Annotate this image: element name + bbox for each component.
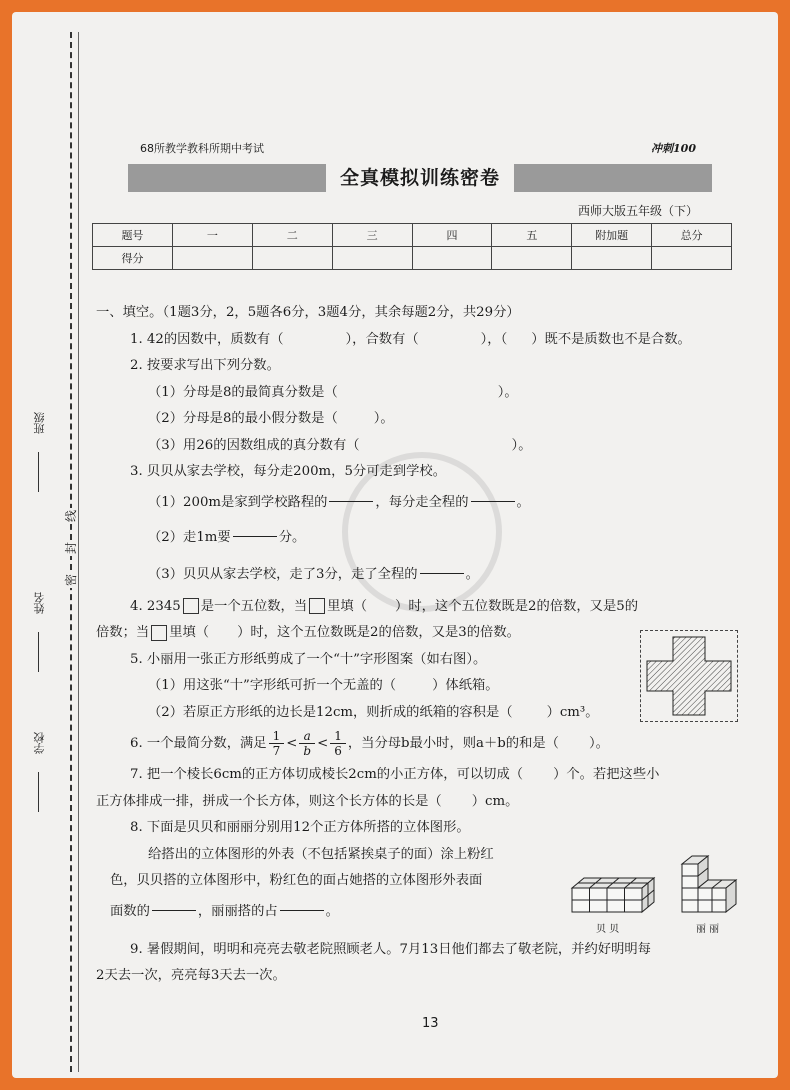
score-input-cell[interactable] [652, 247, 732, 270]
score-cell: 四 [412, 224, 492, 247]
brand-name: 冲刺100 [651, 142, 696, 155]
q1-text: 1. 42的因数中，质数有（ [130, 331, 284, 347]
q4-text: ）时，这个五位数既是2的倍数，又是3的倍数。 [237, 625, 520, 640]
page-title: 全真模拟训练密卷 [326, 164, 514, 192]
q8-text: ，丽丽搭的占 [197, 903, 278, 919]
q5b-text: ）cm³。 [546, 704, 599, 720]
cube-blocks-svg [568, 850, 758, 920]
q1-text: ）既不是质数也不是合数。 [531, 331, 691, 347]
question-9-line2: 2天去一次，亮亮每3天去一次。 [96, 968, 286, 983]
q8-fraction-blank-beibei[interactable] [152, 897, 196, 925]
header-top [130, 140, 710, 160]
q6-fraction-a-b: $\frac{a}{b}$ [299, 729, 315, 758]
q8-fraction-blank-lili[interactable] [280, 897, 324, 925]
question-2-stem: 2. 按要求写出下列分数。 [130, 358, 280, 373]
class-rule [38, 452, 39, 492]
q4-digit-box [309, 598, 325, 614]
q2a-text: （1）分母是8的最简真分数是（ [148, 384, 338, 400]
q7-text: 正方体排成一排，拼成一个长方体，则这个长方体的长是（ [96, 793, 442, 809]
section-1-heading: 一、填空。 [96, 305, 163, 320]
q3a-fraction-blank[interactable] [329, 488, 373, 516]
score-input-cell[interactable] [172, 247, 252, 270]
exam-page [12, 12, 778, 1078]
q3b-text: 分。 [278, 529, 306, 545]
question-7-line1 [96, 762, 756, 789]
class-label: 班级 [33, 412, 46, 434]
score-cell: 总分 [652, 224, 732, 247]
q4-text: 是一个五位数，当 [200, 598, 308, 614]
q8-text: 。 [325, 903, 339, 919]
question-8-line2: 给搭出的立体图形的外表（不包括紧挨桌子的面）涂上粉红 [148, 846, 494, 862]
seal-char-secret: 密 [64, 574, 78, 587]
school-label: 学校 [33, 732, 46, 754]
q1-text: ），（ [480, 331, 508, 347]
q6-text: ，当分母b最小时，则a＋b的和是（ [347, 736, 559, 751]
question-3b [96, 520, 756, 556]
q3b-fraction-blank[interactable] [233, 523, 277, 551]
q3a-text: ，每分走全程的 [375, 494, 469, 510]
score-row-label: 得分 [93, 247, 173, 270]
score-cell: 五 [492, 224, 572, 247]
question-1 [96, 327, 756, 354]
cube-blocks-figure [568, 850, 758, 936]
score-cell: 附加题 [572, 224, 652, 247]
score-input-cell[interactable] [252, 247, 332, 270]
binding-solid-line [78, 32, 79, 1072]
question-2c [96, 433, 756, 460]
q3c-fraction-blank[interactable] [420, 560, 464, 588]
q2c-text: （3）用26的因数组成的真分数有（ [148, 437, 360, 453]
q4-digit-box [183, 598, 199, 614]
question-4-line1 [96, 594, 756, 621]
school-rule [38, 772, 39, 812]
q3a-fraction-blank-2[interactable] [471, 488, 515, 516]
section-1-heading-line [96, 300, 756, 327]
q5a-text: （1）用这张“十”字形纸可折一个无盖的（ [148, 678, 397, 693]
seal-char-seal: 封 [64, 542, 78, 555]
q3c-text: 。 [465, 566, 479, 582]
question-7-line2 [96, 789, 756, 816]
q4-text: 倍数；当 [96, 625, 150, 640]
lili-label: 丽 丽 [696, 924, 720, 935]
q7-text: 7. 把一个棱长6cm的正方体切成棱长2cm的小正方体，可以切成（ [130, 767, 524, 782]
question-8-line3: 色，贝贝搭的立体图形中，粉红色的面占她搭的立体图形外表面 [110, 873, 483, 888]
q4-text: 4. 2345 [130, 598, 181, 614]
score-cell: 三 [332, 224, 412, 247]
question-3-stem: 3. 贝贝从家去学校，每分走200m，5分可走到学校。 [130, 464, 447, 479]
score-cell: 一 [172, 224, 252, 247]
q4-text: ）时，这个五位数既是2的倍数，又是5的 [395, 598, 638, 614]
q7-text: ）个。若把这些小 [553, 767, 660, 782]
q4-text: 里填（ [327, 598, 368, 614]
q3a-text: 。 [516, 494, 530, 510]
score-table-score-row [93, 247, 732, 270]
question-5-stem: 5. 小丽用一张正方形纸剪成了一个“十”字形图案（如右图）。 [130, 651, 487, 667]
section-1-points: （1题3分，2，5题各6分，3题4分，其余每题2分，共29分） [162, 305, 520, 320]
q6-fraction-1-7: $\frac{1}{7}$ [269, 729, 285, 758]
q3c-text: （3）贝贝从家去学校，走了3分，走了全程的 [148, 566, 418, 582]
score-input-cell[interactable] [572, 247, 652, 270]
edition-label: 西师大版五年级（下） [577, 204, 698, 218]
beibei-label: 贝 贝 [596, 924, 620, 935]
question-8-stem: 8. 下面是贝贝和丽丽分别用12个正方体所搭的立体图形。 [130, 820, 470, 835]
q3b-text: （2）走1m要 [148, 529, 231, 545]
name-label: 姓名 [33, 592, 46, 614]
q2b-text: （2）分母是8的最小假分数是（ [148, 411, 338, 426]
series-name: 68所教学教科所期中考试 [140, 142, 264, 155]
score-cell: 题号 [93, 224, 173, 247]
question-2b [96, 406, 756, 433]
beibei-blocks [572, 878, 654, 912]
page-number: 13 [422, 1016, 439, 1031]
q6-lt: < [317, 736, 329, 751]
q3a-text: （1）200m是家到学校路程的 [148, 494, 328, 510]
q1-text: ），合数有（ [345, 331, 419, 347]
title-bar [128, 164, 712, 192]
q5a-text: ）体纸箱。 [432, 678, 499, 693]
question-9-line1: 9. 暑假期间，明明和亮亮去敬老院照顾老人。7月13日他们都去了敬老院，并约好明明每 [130, 941, 651, 957]
score-table-header-row [93, 224, 732, 247]
score-cell: 二 [252, 224, 332, 247]
score-input-cell[interactable] [492, 247, 572, 270]
score-table [92, 223, 732, 270]
q4-digit-box [151, 625, 167, 641]
q5b-text: （2）若原正方形纸的边长是12cm，则折成的纸箱的容积是（ [148, 704, 513, 720]
q4-text: 里填（ [169, 625, 210, 640]
q6-text: ）。 [588, 736, 609, 751]
q7-text: ）cm。 [471, 793, 519, 809]
question-3c [96, 556, 756, 594]
question-3a [96, 486, 756, 520]
q6-fraction-1-6: $\frac{1}{6}$ [330, 729, 346, 758]
seal-char-line: 线 [64, 510, 78, 523]
q8-text: 面数的 [110, 903, 150, 919]
score-input-cell[interactable] [332, 247, 412, 270]
q2a-text: ）。 [497, 384, 518, 400]
q2c-text: ）。 [511, 437, 532, 453]
score-input-cell[interactable] [412, 247, 492, 270]
cross-shape-figure [640, 630, 738, 722]
question-2a [96, 380, 756, 407]
name-rule [38, 632, 39, 672]
q2b-text: ）。 [373, 411, 394, 426]
q6-lt: < [286, 736, 298, 751]
lili-blocks [682, 856, 736, 912]
q6-text: 6. 一个最简分数，满足 [130, 736, 267, 751]
question-6 [96, 726, 756, 762]
